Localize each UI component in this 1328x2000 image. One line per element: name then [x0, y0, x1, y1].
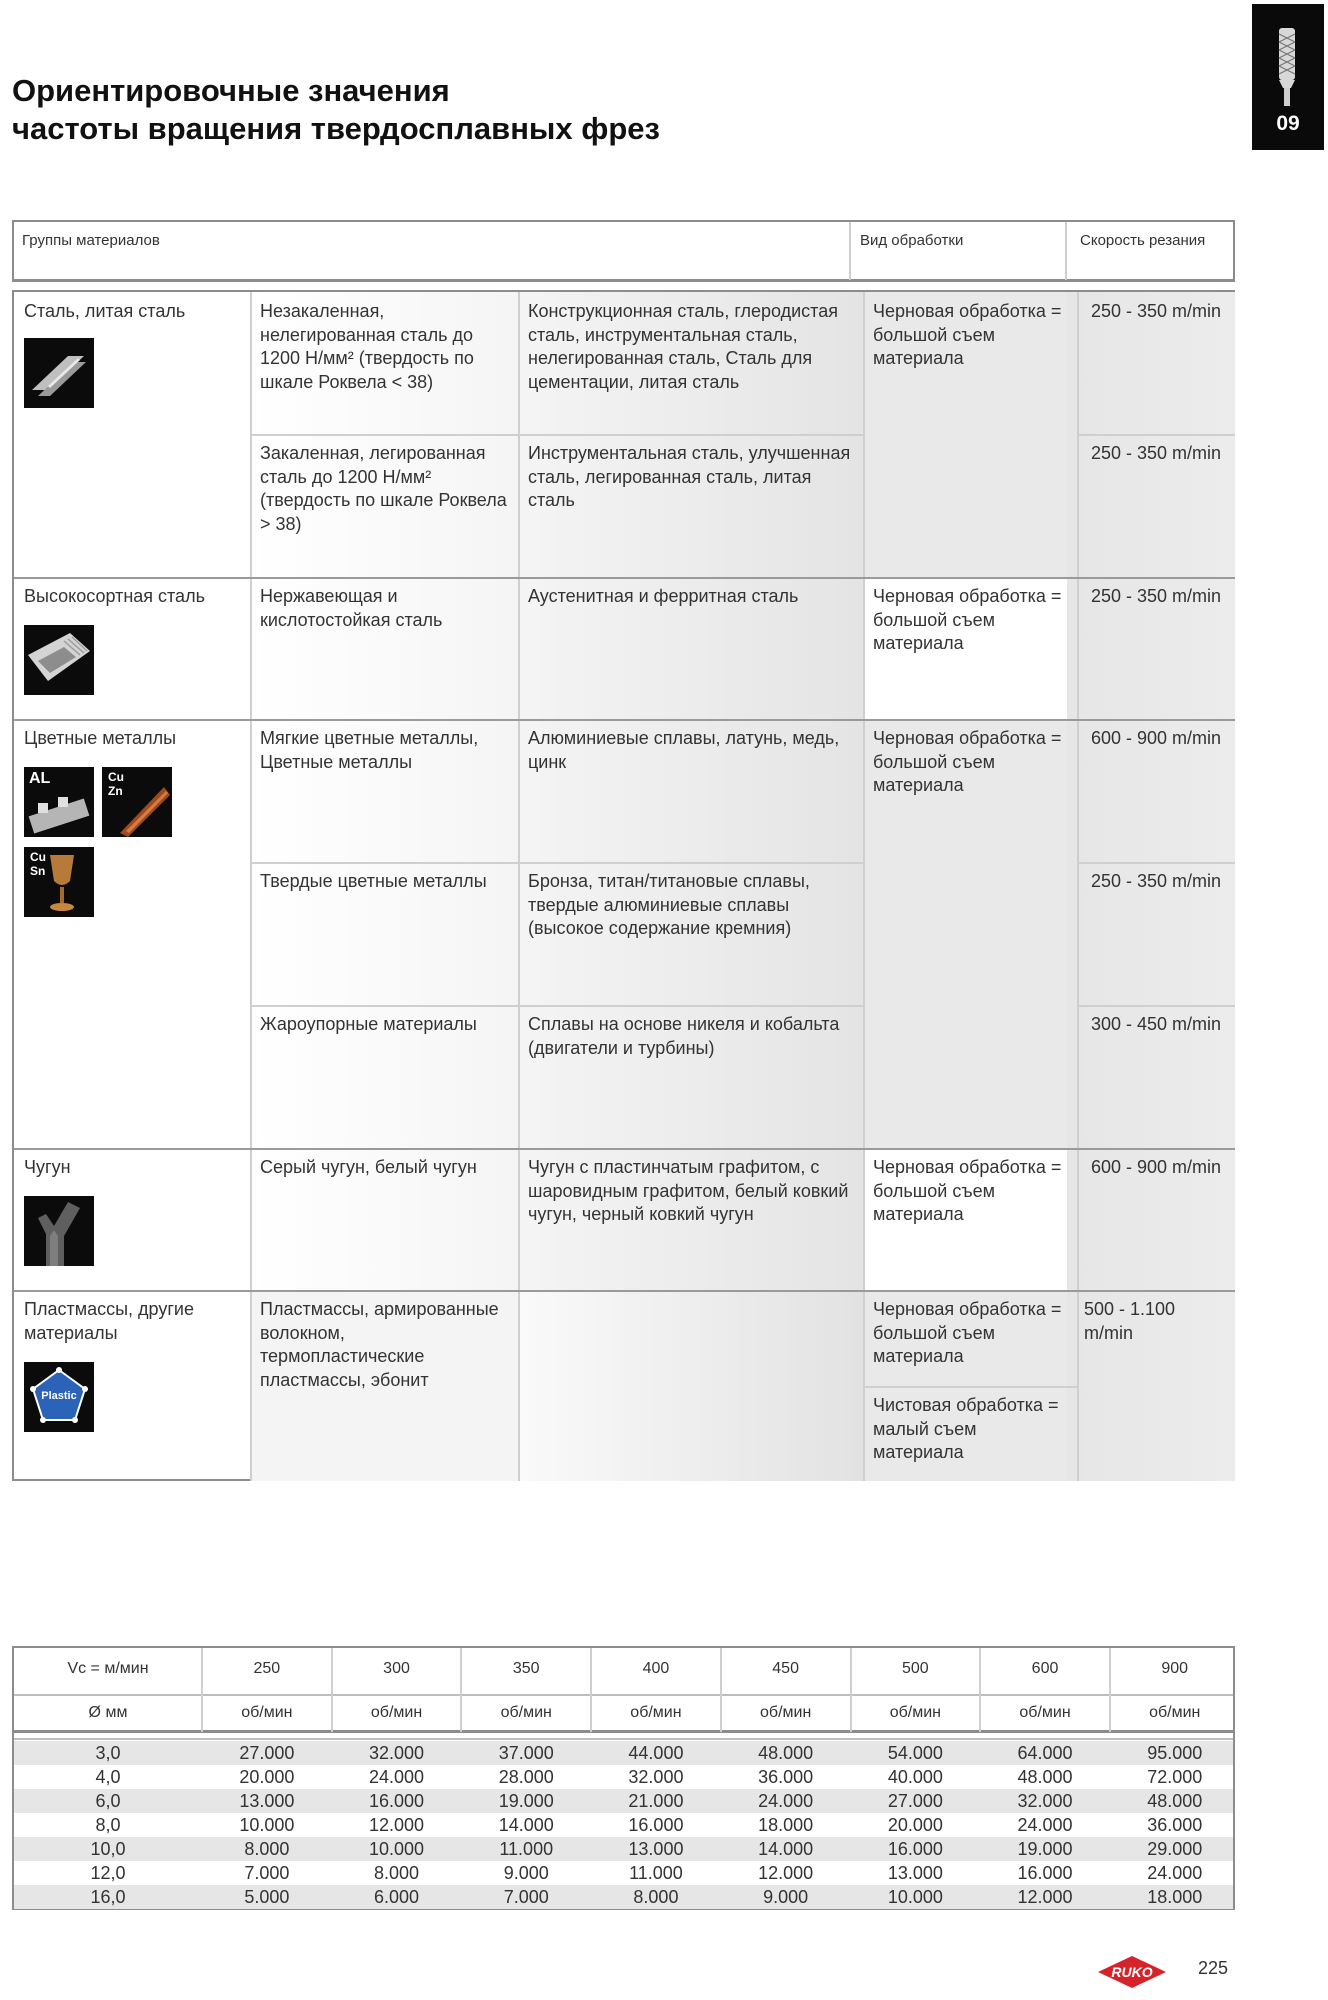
rpm-row	[14, 1861, 1233, 1885]
stainless-examples: Аустенитная и ферритная сталь	[528, 586, 799, 606]
rpm-value: 14.000	[758, 1839, 814, 1859]
rpm-value: 7.000	[244, 1863, 290, 1883]
rpm-value: 24.000	[369, 1767, 425, 1787]
rpm-unit-header: об/мин	[241, 1704, 293, 1721]
hard-nonferrous-speed: 250 - 350 m/min	[1091, 871, 1222, 891]
rpm-value: 24.000	[758, 1791, 814, 1811]
rpm-header-column-divider	[720, 1648, 722, 1732]
group-steel-label: Сталь, литая сталь	[24, 301, 186, 321]
hard-nonferrous-examples: Бронза, титан/титановые сплавы, твердые алюминиевые сплавы (высокое содержание кремния)	[528, 871, 810, 938]
rpm-value: 29.000	[1147, 1839, 1203, 1859]
rpm-diameter-value: 8,0	[95, 1815, 121, 1835]
rpm-value: 27.000	[239, 1743, 295, 1763]
plastics-type: Пластмассы, армированные волокном, термопластические пластмассы, эбонит	[260, 1299, 499, 1390]
rpm-header-bottom-border	[14, 1730, 1233, 1733]
sink-icon	[24, 625, 94, 695]
chapter-tab	[1252, 4, 1324, 150]
rpm-diameter-value: 6,0	[95, 1791, 121, 1811]
soft-nonferrous-type: Мягкие цветные металлы, Цветные металлы	[260, 728, 479, 772]
rpm-body-top-line	[14, 1738, 1233, 1740]
rpm-value: 5.000	[244, 1887, 290, 1907]
steel-hardened-examples: Инструментальная сталь, улучшенная сталь, легированная сталь, литая сталь	[528, 443, 851, 510]
header-cutting-speed: Скорость резания	[1080, 232, 1206, 249]
rpm-value: 27.000	[887, 1791, 943, 1811]
rpm-value: 48.000	[1017, 1767, 1073, 1787]
rpm-row	[14, 1813, 1233, 1837]
rpm-value: 7.000	[503, 1887, 549, 1907]
heat-resistant-examples: Сплавы на основе никеля и кобальта (двигатели и турбины)	[528, 1014, 840, 1058]
materials-table	[12, 290, 1235, 1481]
rpm-diameter-value: 3,0	[95, 1743, 121, 1763]
rpm-unit-header: об/мин	[370, 1704, 423, 1721]
chapter-number: 09	[1276, 112, 1300, 135]
steel-unhardened-speed: 250 - 350 m/min	[1091, 301, 1222, 321]
rpm-value: 8.000	[244, 1839, 290, 1859]
rpm-unit-header: об/мин	[630, 1704, 682, 1721]
rpm-value: 16.000	[887, 1839, 943, 1859]
steel-beam-icon	[24, 338, 94, 408]
rpm-unit-header: об/мин	[760, 1704, 812, 1721]
rpm-value: 13.000	[628, 1839, 684, 1859]
rpm-value: 44.000	[628, 1743, 684, 1763]
rpm-value: 12.000	[1017, 1887, 1073, 1907]
cast-iron-process: Черновая обработка = большой съем материала	[873, 1157, 1062, 1224]
rpm-speed-header: 500	[901, 1660, 929, 1677]
steel-process: Черновая обработка = большой съем материала	[873, 301, 1062, 368]
rpm-value: 6.000	[374, 1887, 420, 1907]
rpm-value: 19.000	[1017, 1839, 1073, 1859]
rpm-header-column-divider	[460, 1648, 462, 1732]
rpm-diameter-value: 4,0	[95, 1767, 121, 1787]
soft-nonferrous-examples: Алюминиевые сплавы, латунь, медь, цинк	[528, 728, 840, 772]
nonferrous-process: Черновая обработка = большой съем материала	[873, 728, 1062, 795]
rpm-value: 32.000	[1017, 1791, 1073, 1811]
heat-resistant-type: Жароупорные материалы	[260, 1014, 477, 1034]
steel-hardened-speed: 250 - 350 m/min	[1091, 443, 1222, 463]
rpm-vc-label: Vc = м/мин	[67, 1660, 149, 1677]
group-nonferrous-label: Цветные металлы	[24, 728, 177, 748]
cast-iron-speed: 600 - 900 m/min	[1091, 1157, 1222, 1177]
icon-label-cusn-cu: Cu	[30, 850, 46, 864]
rpm-value: 10.000	[369, 1839, 425, 1859]
rpm-value: 13.000	[887, 1863, 943, 1883]
rpm-value: 10.000	[239, 1815, 295, 1835]
rpm-value: 16.000	[369, 1791, 425, 1811]
rpm-diameter-value: 16,0	[90, 1887, 126, 1907]
rpm-value: 37.000	[498, 1743, 554, 1763]
steel-hardened-type: Закаленная, легированная сталь до 1200 Н/мм² (твердость по шкале Роквела > 38)	[260, 443, 507, 534]
rpm-value: 95.000	[1147, 1743, 1203, 1763]
rpm-speed-header: 400	[642, 1660, 670, 1677]
page-title-line-1: Ориентировочные значения	[12, 73, 450, 108]
rpm-value: 10.000	[887, 1887, 943, 1907]
page-title	[12, 72, 660, 148]
rpm-value: 72.000	[1147, 1767, 1203, 1787]
group-plastics-label: Пластмассы, другие материалы	[24, 1299, 194, 1343]
soft-nonferrous-speed: 600 - 900 m/min	[1091, 728, 1222, 748]
rpm-row	[14, 1837, 1233, 1861]
aluminium-profile-icon	[24, 767, 94, 837]
carbide-burr-icon	[1276, 26, 1298, 106]
rpm-value: 18.000	[1147, 1887, 1203, 1907]
rpm-value: 32.000	[369, 1743, 425, 1763]
rpm-value: 24.000	[1147, 1863, 1203, 1883]
rpm-value: 28.000	[498, 1767, 554, 1787]
icon-label-cuzn-zn: Zn	[108, 784, 123, 798]
header-material-groups: Группы материалов	[22, 232, 160, 249]
rpm-value: 12.000	[758, 1863, 814, 1883]
rpm-value: 40.000	[887, 1767, 943, 1787]
icon-label-al: AL	[29, 770, 51, 787]
plastics-process-finishing: Чистовая обработка = малый съем материала	[873, 1395, 1059, 1462]
rpm-value: 48.000	[758, 1743, 814, 1763]
header-processing-type: Вид обработки	[860, 232, 964, 249]
rpm-value: 20.000	[239, 1767, 295, 1787]
rpm-speed-header: 900	[1161, 1660, 1189, 1677]
plastic-icon	[24, 1362, 94, 1432]
rpm-unit-header: об/мин	[500, 1704, 552, 1721]
rpm-value: 8.000	[374, 1863, 420, 1883]
rpm-header-column-divider	[201, 1648, 203, 1732]
rpm-value: 12.000	[369, 1815, 425, 1835]
stainless-type: Нержавеющая и кислотостойкая сталь	[260, 586, 443, 630]
rpm-speed-header: 450	[772, 1660, 799, 1677]
cast-iron-examples: Чугун с пластинчатым графитом, с шаровидным графитом, белый ковкий чугун, черный ковкий чугун	[528, 1157, 849, 1224]
rpm-speed-header: 250	[253, 1660, 281, 1677]
rpm-value: 20.000	[887, 1815, 943, 1835]
stainless-process: Черновая обработка = большой съем материала	[873, 586, 1062, 653]
rpm-value: 18.000	[758, 1815, 814, 1835]
rpm-value: 16.000	[1017, 1863, 1073, 1883]
plastic-icon-label: Plastic	[41, 1390, 77, 1402]
rpm-speed-header: 350	[512, 1660, 540, 1677]
rpm-unit-header: об/мин	[889, 1704, 941, 1721]
rpm-value: 16.000	[628, 1815, 684, 1835]
ruko-logo-text: RUKO	[1111, 1964, 1153, 1980]
rpm-header-column-divider	[1109, 1648, 1111, 1732]
cast-iron-type: Серый чугун, белый чугун	[260, 1157, 477, 1177]
rpm-value: 24.000	[1017, 1815, 1073, 1835]
plastics-speed: 500 - 1.100 m/min	[1084, 1299, 1176, 1343]
rpm-diameter-value: 10,0	[90, 1839, 126, 1859]
materials-table-header	[12, 220, 1235, 282]
stainless-speed: 250 - 350 m/min	[1091, 586, 1222, 606]
rpm-header-divider	[14, 1694, 1233, 1696]
rpm-unit-header: об/мин	[1149, 1704, 1201, 1721]
rpm-value: 11.000	[629, 1863, 683, 1883]
rpm-value: 14.000	[498, 1815, 554, 1835]
plastics-process-roughing: Черновая обработка = большой съем материала	[873, 1299, 1062, 1366]
ruko-logo	[1097, 1955, 1167, 1989]
page-number: 225	[1198, 1958, 1229, 1978]
rpm-value: 9.000	[503, 1863, 549, 1883]
hard-nonferrous-type: Твердые цветные металлы	[260, 871, 487, 891]
steel-unhardened-examples: Конструкционная сталь, глеродистая сталь, инструментальная сталь, нелегированная сталь, Сталь для цементации, литая сталь	[528, 301, 838, 392]
heat-resistant-speed: 300 - 450 m/min	[1091, 1014, 1222, 1034]
rpm-header-column-divider	[590, 1648, 592, 1732]
rpm-row	[14, 1765, 1233, 1789]
rpm-value: 11.000	[499, 1839, 554, 1859]
rpm-speed-header: 600	[1031, 1660, 1059, 1677]
page-title-line-2: частоты вращения твердосплавных фрез	[12, 111, 660, 146]
rpm-value: 32.000	[628, 1767, 684, 1787]
rpm-value: 13.000	[239, 1791, 295, 1811]
rpm-diameter-value: 12,0	[90, 1863, 126, 1883]
rpm-speed-header: 300	[383, 1660, 410, 1677]
rpm-header-column-divider	[979, 1648, 981, 1732]
rpm-value: 48.000	[1147, 1791, 1203, 1811]
rpm-diameter-label: Ø мм	[88, 1704, 128, 1721]
rpm-header-column-divider	[850, 1648, 852, 1732]
rpm-row	[14, 1885, 1233, 1909]
rpm-row	[14, 1741, 1233, 1765]
icon-label-cusn-sn: Sn	[30, 864, 46, 878]
rpm-value: 36.000	[1147, 1815, 1203, 1835]
rpm-row	[14, 1789, 1233, 1813]
rpm-value: 19.000	[498, 1791, 554, 1811]
rpm-value: 9.000	[763, 1887, 809, 1907]
rpm-unit-header: об/мин	[1019, 1704, 1071, 1721]
steel-unhardened-type: Незакаленная, нелегированная сталь до 1200 Н/мм² (твердость по шкале Роквела < 38)	[260, 301, 474, 392]
cast-iron-pipe-icon	[24, 1196, 94, 1266]
rpm-value: 36.000	[758, 1767, 814, 1787]
rpm-header-column-divider	[331, 1648, 333, 1732]
copper-gutter-icon	[102, 767, 172, 837]
rpm-value: 21.000	[628, 1791, 684, 1811]
group-cast-iron-label: Чугун	[24, 1157, 71, 1177]
icon-label-cuzn-cu: Cu	[108, 770, 124, 784]
group-stainless-label: Высокосортная сталь	[24, 586, 205, 606]
rpm-value: 8.000	[633, 1887, 679, 1907]
rpm-value: 64.000	[1017, 1743, 1073, 1763]
bronze-cup-icon	[24, 847, 94, 917]
rpm-value: 54.000	[887, 1743, 943, 1763]
